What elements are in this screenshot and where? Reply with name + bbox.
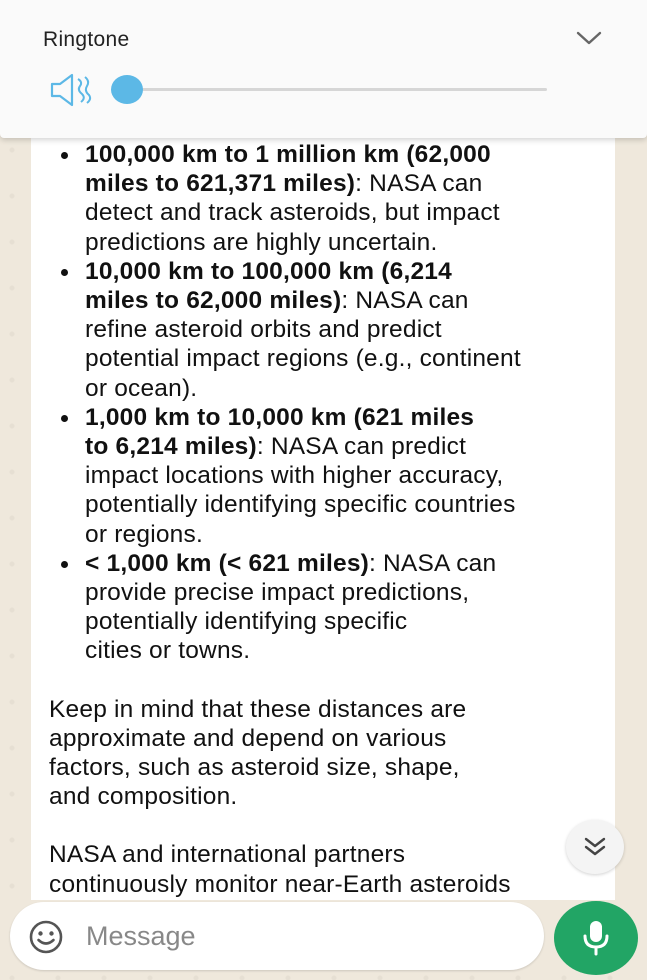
list-item — [49, 257, 597, 403]
text: approximate and depend on various — [49, 724, 447, 752]
bold-text: 10,000 km to 100,000 km (6,214 — [85, 257, 452, 285]
message-bubble — [31, 100, 615, 900]
text: : NASA can predict — [256, 433, 467, 461]
text: detect and track asteroids, but impact — [85, 199, 500, 227]
text: provide precise impact predictions, — [85, 579, 470, 607]
text: impact locations with higher accuracy, — [85, 462, 504, 490]
text: continuously monitor near-Earth asteroids — [49, 870, 511, 898]
microphone-icon — [582, 920, 610, 956]
speaker-muted-icon[interactable] — [50, 73, 92, 107]
ringtone-volume-panel — [0, 0, 647, 138]
text: : NASA can — [341, 287, 469, 315]
bold-text: miles to 621,371 miles) — [85, 170, 356, 198]
paragraph-distances-note — [49, 695, 597, 812]
mic-button[interactable] — [554, 901, 638, 975]
text: and composition. — [49, 783, 238, 811]
text: or regions. — [85, 520, 203, 548]
bold-text: miles to 62,000 miles) — [85, 287, 342, 315]
message-input[interactable] — [86, 916, 516, 956]
distance-list — [49, 140, 597, 666]
bold-text: to 6,214 miles) — [85, 433, 257, 461]
emoji-icon[interactable] — [28, 919, 64, 955]
double-chevron-down-icon — [583, 835, 607, 859]
text: potentially identifying specific countries — [85, 491, 516, 519]
list-item — [49, 403, 597, 549]
text: : NASA can — [355, 170, 483, 198]
text: refine asteroid orbits and predict — [85, 316, 442, 344]
chevron-down-icon[interactable] — [576, 28, 602, 48]
text: potentially identifying specific — [85, 608, 408, 636]
text: NASA and international partners — [49, 841, 406, 869]
text: predictions are highly uncertain. — [85, 228, 438, 256]
message-composer — [10, 902, 544, 970]
scroll-to-bottom-button[interactable] — [566, 820, 624, 874]
text: Keep in mind that these distances are — [49, 695, 467, 723]
text: : NASA can — [369, 549, 497, 577]
text: potential impact regions (e.g., continent — [85, 345, 521, 373]
text: factors, such as asteroid size, shape, — [49, 754, 460, 782]
list-item — [49, 140, 597, 257]
list-item — [49, 549, 597, 666]
bold-text: 100,000 km to 1 million km (62,000 — [85, 141, 491, 168]
text: or ocean). — [85, 374, 198, 402]
volume-slider-track[interactable] — [128, 88, 547, 91]
bold-text: < 1,000 km (< 621 miles) — [85, 549, 370, 577]
text: cities or towns. — [85, 637, 251, 665]
bold-text: 1,000 km to 10,000 km (621 miles — [85, 403, 475, 431]
ringtone-title: Ringtone — [43, 28, 130, 51]
volume-slider-thumb[interactable] — [111, 75, 143, 104]
paragraph-monitoring — [49, 840, 597, 898]
